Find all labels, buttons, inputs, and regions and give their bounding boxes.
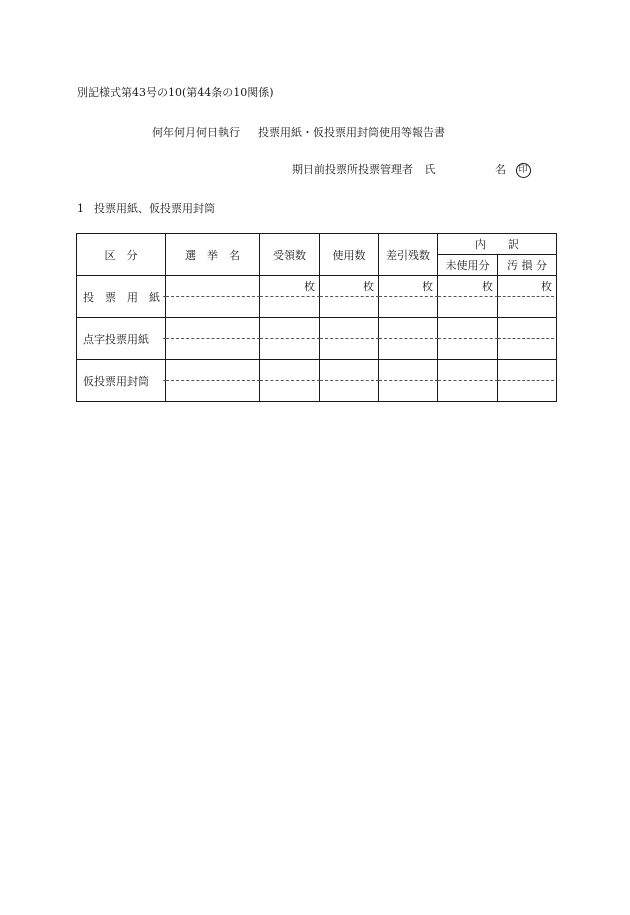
header-row-1	[77, 234, 557, 255]
row-label-braille-paper	[77, 318, 166, 360]
section-number: 1	[77, 202, 84, 215]
section-title: 投票用紙、仮投票用封筒	[94, 202, 215, 215]
header-remaining: 差引残数	[379, 234, 438, 276]
header-used: 使用数	[320, 234, 379, 276]
header-damaged: 汚 損 分	[498, 255, 557, 276]
row-label-text: 仮投票用封筒	[83, 374, 149, 388]
unit-label: 枚	[541, 280, 552, 293]
title-prefix: 何年何月何日執行	[152, 126, 240, 139]
cell-remaining	[379, 276, 438, 318]
document-title-line	[152, 124, 445, 140]
cell-damaged	[498, 276, 557, 318]
unit-label: 枚	[304, 280, 315, 293]
cell-unused	[438, 360, 498, 402]
name-label-given: 名	[495, 163, 506, 176]
cell-used	[320, 360, 379, 402]
table-row-ballot-paper	[77, 276, 557, 318]
cell-election	[166, 318, 260, 360]
name-label-family: 氏	[424, 163, 436, 176]
row-label-text: 投 票 用 紙	[83, 290, 160, 304]
table-row-braille-paper	[77, 318, 557, 360]
cell-election	[166, 276, 260, 318]
cell-received	[260, 276, 320, 318]
section-heading	[77, 200, 215, 216]
header-unused: 未使用分	[438, 255, 498, 276]
row-label-ballot-paper	[77, 276, 166, 318]
seal-icon: 印	[516, 163, 531, 178]
cell-received	[260, 360, 320, 402]
row-label-text: 点字投票用紙	[83, 332, 149, 346]
unit-label: 枚	[422, 280, 433, 293]
cell-remaining	[379, 360, 438, 402]
cell-damaged	[498, 360, 557, 402]
cell-unused	[438, 276, 498, 318]
header-election: 選 挙 名	[166, 234, 260, 276]
header-category: 区 分	[77, 234, 166, 276]
unit-label: 枚	[363, 280, 374, 293]
cell-damaged	[498, 318, 557, 360]
cell-received	[260, 318, 320, 360]
report-table	[76, 233, 557, 402]
unit-label: 枚	[482, 280, 493, 293]
document-title: 投票用紙・仮投票用封筒使用等報告書	[258, 126, 445, 139]
row-label-provisional-envelope	[77, 360, 166, 402]
cell-used	[320, 276, 379, 318]
cell-used	[320, 318, 379, 360]
manager-role: 期日前投票所投票管理者	[292, 163, 413, 176]
cell-unused	[438, 318, 498, 360]
manager-line	[292, 161, 531, 178]
header-received: 受領数	[260, 234, 320, 276]
form-number: 別記様式第43号の10(第44条の10関係)	[77, 86, 274, 99]
cell-remaining	[379, 318, 438, 360]
table-row-provisional-envelope	[77, 360, 557, 402]
cell-election	[166, 360, 260, 402]
header-breakdown: 内 訳	[438, 234, 557, 255]
